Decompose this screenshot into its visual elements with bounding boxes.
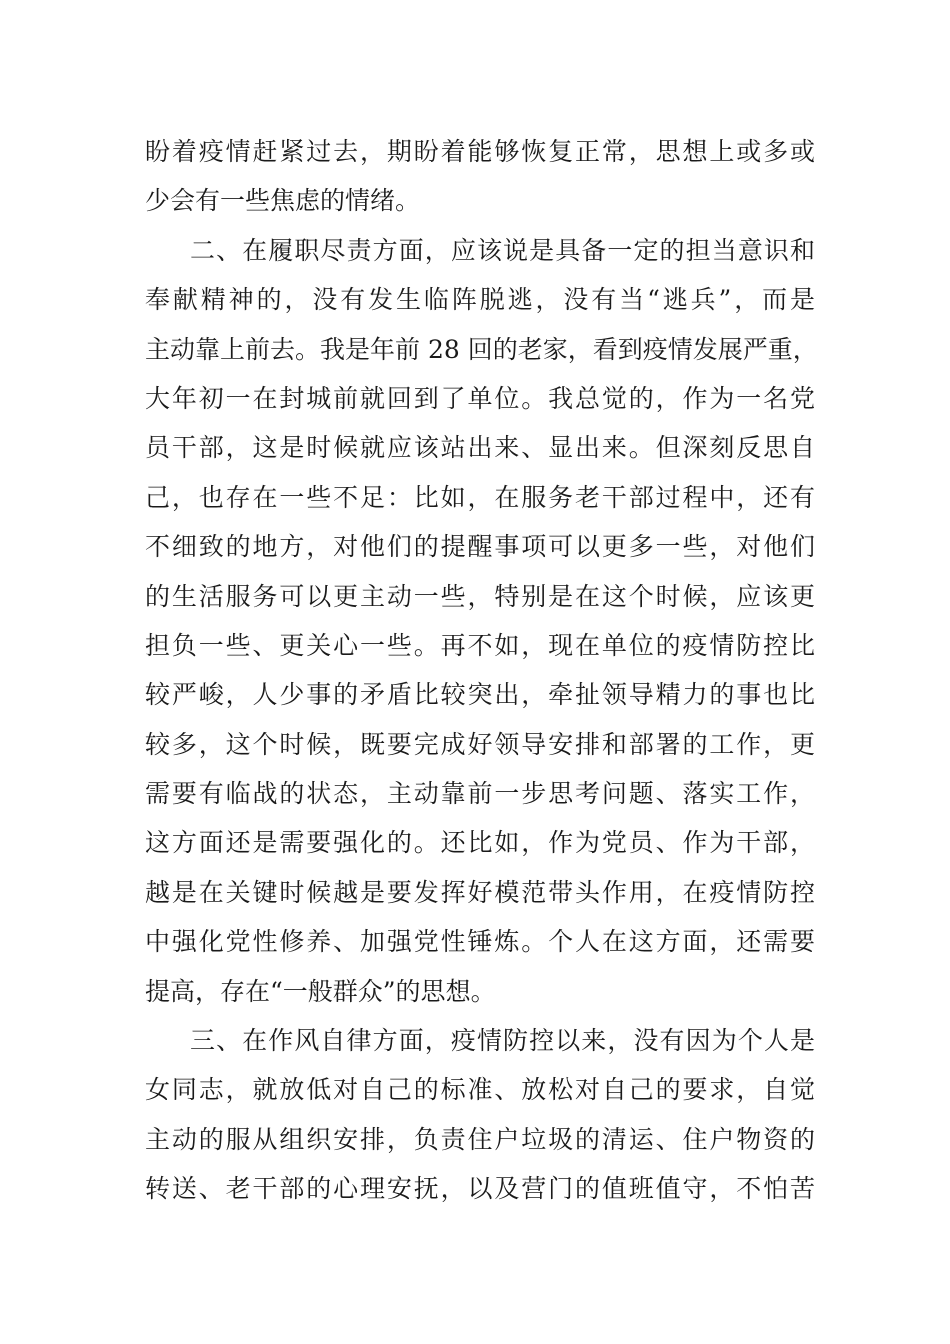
text-line: 越是在关键时候越是要发挥好模范带头作用，在疫情防控 [145, 877, 815, 907]
text-line: 担负一些、更关心一些。再不如，现在单位的疫情防控比 [145, 630, 815, 660]
text-line: 大年初一在封城前就回到了单位。我总觉的，作为一名党 [145, 383, 815, 413]
text-line: 的生活服务可以更主动一些，特别是在这个时候，应该更 [145, 581, 815, 611]
text-line: 主动靠上前去。我是年前 28 回的老家，看到疫情发展严重， [145, 334, 818, 364]
text-line: 己，也存在一些不足：比如，在服务老干部过程中，还有 [145, 482, 815, 512]
text-line: 主动的服从组织安排，负责住户垃圾的清运、住户物资的 [145, 1124, 815, 1154]
text-line: 三、在作风自律方面，疫情防控以来，没有因为个人是 [190, 1026, 815, 1056]
body-text [145, 127, 818, 1214]
text-line: 奉献精神的，没有发生临阵脱逃，没有当“逃兵”，而是 [145, 285, 815, 315]
text-line: 较多，这个时候，既要完成好领导安排和部署的工作，更 [145, 729, 815, 759]
text-line: 盼着疫情赶紧过去，期盼着能够恢复正常，思想上或多或 [145, 137, 815, 166]
text-line: 女同志，就放低对自己的标准、放松对自己的要求，自觉 [145, 1075, 815, 1105]
text-line: 少会有一些焦虑的情绪。 [145, 186, 421, 216]
text-line: 这方面还是需要强化的。还比如，作为党员、作为干部， [145, 828, 815, 858]
text-line: 提高，存在“一般群众”的思想。 [145, 976, 496, 1006]
text-line: 转送、老干部的心理安抚，以及营门的值班值守，不怕苦 [145, 1174, 815, 1204]
text-line: 员干部，这是时候就应该站出来、显出来。但深刻反思自 [145, 433, 815, 463]
text-line: 较严峻，人少事的矛盾比较突出，牵扯领导精力的事也比 [145, 680, 815, 710]
text-line: 中强化党性修养、加强党性锤炼。个人在这方面，还需要 [145, 927, 815, 957]
text-line: 不细致的地方，对他们的提醒事项可以更多一些，对他们 [145, 532, 815, 562]
text-line: 需要有临战的状态，主动靠前一步思考问题、落实工作， [145, 779, 815, 809]
text-line: 二、在履职尽责方面，应该说是具备一定的担当意识和 [190, 235, 815, 265]
